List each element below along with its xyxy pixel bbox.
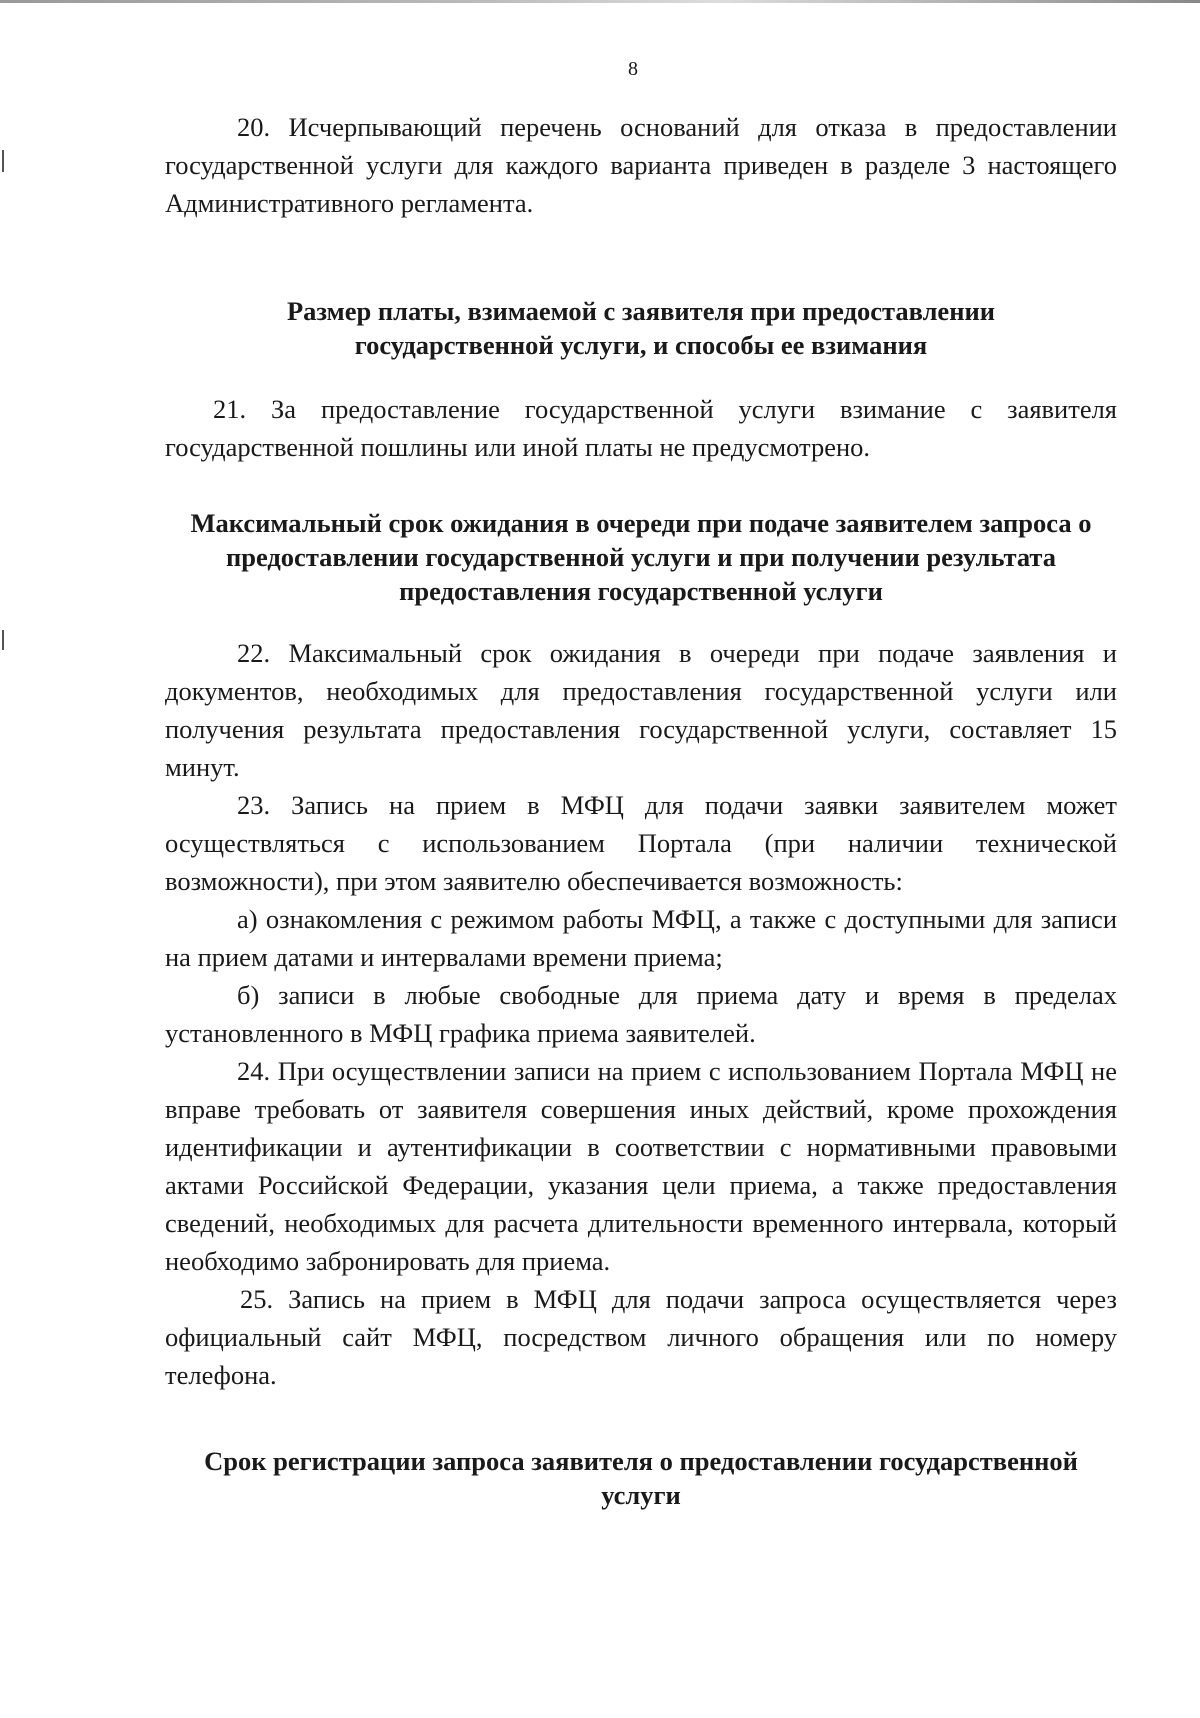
heading-registration: Срок регистрации запроса заявителя о предоставлении государственной услуги xyxy=(204,1446,1078,1510)
heading-queue: Максимальный срок ожидания в очереди при подаче заявителем запроса о предоставлении государственной услуги и при получении результата предоставления государственной услуги xyxy=(190,508,1092,606)
paragraph-22: 22. Максимальный срок ожидания в очереди при подаче заявления и документов, необходимых для предоставления государственной услуги или получения результата предоставления государственной услуги, составляет 15 минут. xyxy=(165,638,1117,782)
page-number: 8 xyxy=(628,58,638,80)
paragraph-23b: б) записи в любые свободные для приема дату и время в пределах установленного в МФЦ графика приема заявителей. xyxy=(165,980,1117,1048)
scan-edge-line xyxy=(0,0,1200,3)
paragraph-23: 23. Запись на прием в МФЦ для подачи заявки заявителем может осуществляться с использованием Портала (при наличии технической возможности), при этом заявителю обеспечивается возможность: xyxy=(165,790,1117,896)
heading-fee: Размер платы, взимаемой с заявителя при предоставлении государственной услуги, и способы ее взимания xyxy=(286,296,996,360)
paragraph-25: 25. Запись на прием в МФЦ для подачи запроса осуществляется через официальный сайт МФЦ, посредством личного обращения или по номеру телефона. xyxy=(165,1284,1117,1390)
paragraph-23a: а) ознакомления с режимом работы МФЦ, а также с доступными для записи на прием датами и интервалами времени приема; xyxy=(165,904,1117,972)
document-body xyxy=(165,108,1117,1512)
paragraph-20: 20. Исчерпывающий перечень оснований для отказа в предоставлении государственной услуги для каждого варианта приведен в разделе 3 настоящего Административного регламента. xyxy=(165,112,1117,218)
scan-edge-mark xyxy=(2,150,4,172)
scan-edge-mark xyxy=(2,630,4,650)
paragraph-21: 21. За предоставление государственной услуги взимание с заявителя государственной пошлины или иной платы не предусмотрено. xyxy=(165,394,1117,462)
paragraph-24: 24. При осуществлении записи на прием с использованием Портала МФЦ не вправе требовать от заявителя совершения иных действий, кроме прохождения идентификации и аутентификации в соответствии с нормативными правовыми актами Российской Федерации, указания цели приема, а также предоставления сведений, необходимых для расчета длительности временного интервала, который необходимо забронировать для приема. xyxy=(165,1056,1117,1276)
